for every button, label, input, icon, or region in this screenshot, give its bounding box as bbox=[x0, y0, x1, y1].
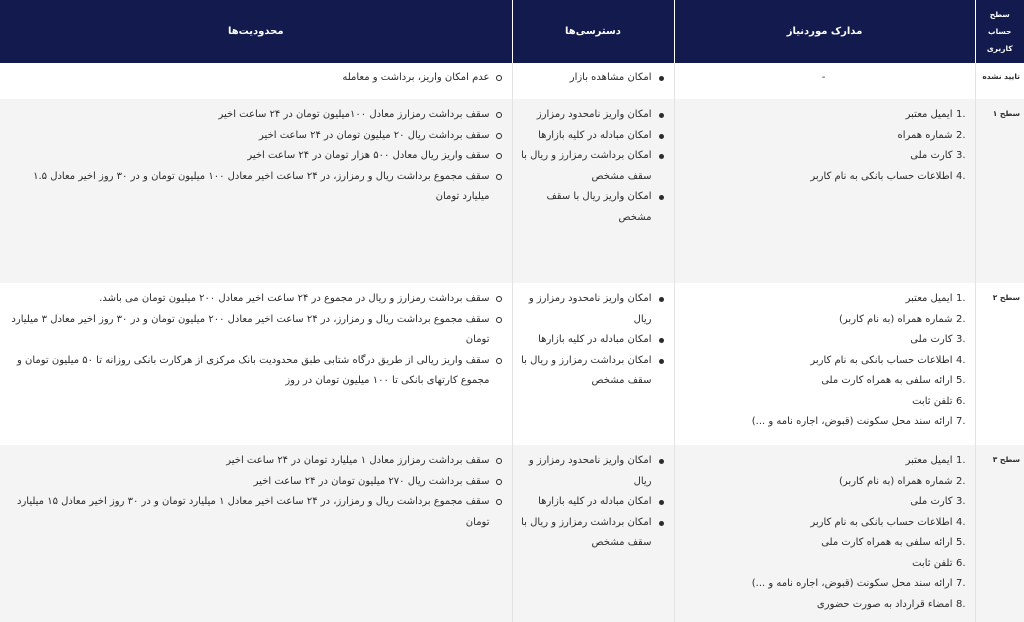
table-row bbox=[0, 63, 1024, 99]
access-item: امکان مشاهده بازار bbox=[519, 68, 652, 89]
limit-item: سقف مجموع برداشت ریال و رمزارز، در ۲۴ ساعت اخیر معادل ۲۰۰ میلیون تومان و در ۳۰ روز اخیر معادل ۳ میلیارد تومان bbox=[6, 310, 490, 351]
access-item: امکان برداشت رمزارز و ریال با سقف مشخص bbox=[519, 513, 652, 554]
limits-cell bbox=[0, 63, 512, 99]
access-item: امکان برداشت رمزارز و ریال با سقف مشخص bbox=[519, 146, 652, 187]
document-item: .2 شماره همراه (به نام کاربر) bbox=[839, 313, 966, 325]
document-item: .4 اطلاعات حساب بانکی به نام کاربر bbox=[810, 516, 966, 528]
access-item: امکان واریز ریال با سقف مشخص bbox=[519, 187, 652, 228]
header-documents: مدارک موردنیاز bbox=[674, 0, 975, 63]
documents-empty: - bbox=[821, 72, 826, 83]
limit-item: سقف برداشت رمزارز معادل ۱ میلیارد تومان در ۲۴ ساعت اخیر bbox=[6, 451, 490, 472]
header-limits: محدودیت‌ها bbox=[0, 0, 512, 63]
level-label: سطح ۳ bbox=[975, 445, 1024, 622]
header-level: سطح حساب کاربری bbox=[975, 0, 1024, 63]
table-row bbox=[0, 99, 1024, 283]
limit-item: سقف برداشت ریال ۲۷۰ میلیون تومان در ۲۴ ساعت اخیر bbox=[6, 472, 490, 493]
access-item: امکان واریز نامحدود رمزارز bbox=[519, 105, 652, 126]
document-item: .7 ارائه سند محل سکونت (قبوض، اجاره نامه و ...) bbox=[751, 578, 966, 589]
level-label: تایید نشده bbox=[975, 63, 1024, 99]
document-item: .3 کارت ملی bbox=[910, 496, 966, 507]
limit-item: عدم امکان واریز، برداشت و معامله bbox=[6, 68, 490, 89]
access-cell bbox=[512, 99, 674, 283]
limit-item: سقف مجموع برداشت ریال و رمزارز، در ۲۴ ساعت اخیر معادل ۱ میلیارد تومان و در ۳۰ روز اخیر معادل ۱۵ میلیارد تومان bbox=[6, 492, 490, 533]
limits-cell bbox=[0, 99, 512, 283]
document-item: .6 تلفن ثابت bbox=[912, 557, 966, 569]
table-row bbox=[0, 283, 1024, 445]
access-item: امکان برداشت رمزارز و ریال با سقف مشخص bbox=[519, 351, 652, 392]
level-label: سطح ۱ bbox=[975, 99, 1024, 283]
document-item: .5 ارائه سلفی به همراه کارت ملی bbox=[821, 375, 966, 386]
access-cell bbox=[512, 63, 674, 99]
document-item: .1 ایمیل معتبر bbox=[905, 293, 966, 304]
documents-cell bbox=[674, 99, 975, 283]
access-item: امکان واریز نامحدود رمزارز و ریال bbox=[519, 451, 652, 492]
limit-item: سقف مجموع برداشت ریال و رمزارز، در ۲۴ ساعت اخیر معادل ۱۰۰ میلیون تومان و در ۳۰ روز اخیر معادل ۱.۵ میلیارد تومان bbox=[6, 167, 490, 208]
access-cell bbox=[512, 283, 674, 445]
limit-item: سقف واریز ریال معادل ۵۰۰ هزار تومان در ۲۴ ساعت اخیر bbox=[6, 146, 490, 167]
access-item: امکان واریز نامحدود رمزارز و ریال bbox=[519, 289, 652, 330]
document-item: .3 کارت ملی bbox=[910, 334, 966, 345]
level-label: سطح ۲ bbox=[975, 283, 1024, 445]
documents-cell bbox=[674, 445, 975, 622]
documents-cell bbox=[674, 63, 975, 99]
limit-item: سقف واریز ریالی از طریق درگاه شتابی طبق محدودیت بانک مرکزی از هرکارت بانکی روزانه تا ۵۰ میلیون تومان و مجموع کارتهای بانکی تا ۱۰۰ میلیون تومان در روز bbox=[6, 351, 490, 392]
document-item: .4 اطلاعات حساب بانکی به نام کاربر bbox=[810, 170, 966, 182]
documents-cell bbox=[674, 283, 975, 445]
table-header bbox=[0, 0, 1024, 63]
document-item: .7 ارائه سند محل سکونت (قبوض، اجاره نامه و ...) bbox=[751, 416, 966, 427]
limit-item: سقف برداشت رمزارز معادل ۱۰۰میلیون تومان در ۲۴ ساعت اخیر bbox=[6, 105, 490, 126]
document-item: .8 امضاء قرارداد به صورت حضوری bbox=[816, 598, 966, 610]
document-item: .2 شماره همراه bbox=[897, 129, 966, 141]
limits-cell bbox=[0, 445, 512, 622]
access-cell bbox=[512, 445, 674, 622]
access-item: امکان مبادله در کلیه بازارها bbox=[519, 126, 652, 147]
document-item: .1 ایمیل معتبر bbox=[905, 109, 966, 120]
document-item: .4 اطلاعات حساب بانکی به نام کاربر bbox=[810, 354, 966, 366]
table-row bbox=[0, 445, 1024, 622]
document-item: .5 ارائه سلفی به همراه کارت ملی bbox=[821, 537, 966, 548]
document-item: .3 کارت ملی bbox=[910, 150, 966, 161]
limit-item: سقف برداشت ریال ۲۰ میلیون تومان در ۲۴ ساعت اخیر bbox=[6, 126, 490, 147]
document-item: .2 شماره همراه (به نام کاربر) bbox=[839, 475, 966, 487]
document-item: .6 تلفن ثابت bbox=[912, 395, 966, 407]
limit-item: سقف برداشت رمزارز و ریال در مجموع در ۲۴ ساعت اخیر معادل ۲۰۰ میلیون تومان می باشد. bbox=[6, 289, 490, 310]
access-item: امکان مبادله در کلیه بازارها bbox=[519, 330, 652, 351]
header-access: دسترسی‌ها bbox=[512, 0, 674, 63]
limits-cell bbox=[0, 283, 512, 445]
document-item: .1 ایمیل معتبر bbox=[905, 455, 966, 466]
access-item: امکان مبادله در کلیه بازارها bbox=[519, 492, 652, 513]
